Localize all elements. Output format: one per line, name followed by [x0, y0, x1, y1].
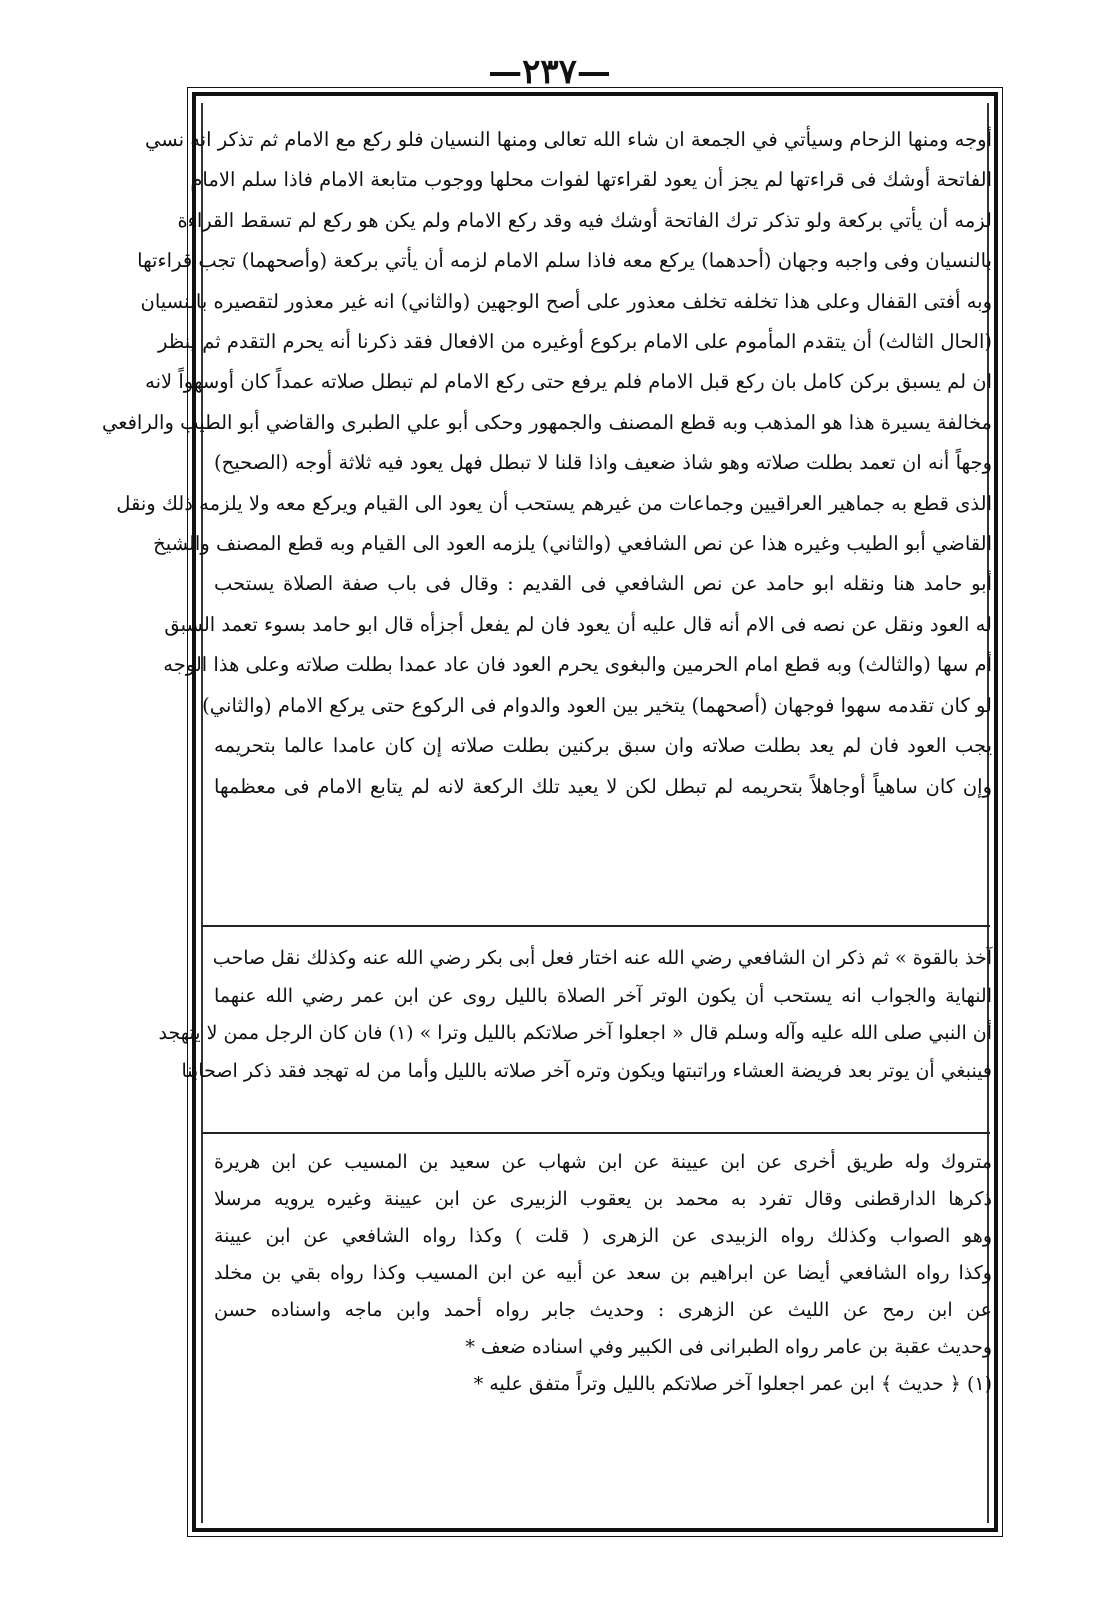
main-text-line: لو كان تقدمه سهوا فوجهان (أصحهما) يتخير بين العود والدوام فى الركوع حتى يركع الامام (والثاني): [202, 693, 992, 717]
notes-text-line: عن ابن رمح عن الليث عن الزهرى : وحديث جابر رواه أحمد وابن ماجه واسناده حسن: [214, 1299, 992, 1321]
main-text-line: له العود ونقل عن نصه فى الام أنه قال عليه أن يعود فان لم يفعل أجزأه قال ابو حامد بسوء تعمد السبق: [164, 612, 992, 636]
commentary-text-block: [158, 940, 992, 1090]
section-divider: [202, 1132, 990, 1134]
main-text-line: أوجه ومنها الزحام وسيأتي في الجمعة ان شاء الله تعالى ومنها النسيان فلو ركع مع الامام ثم تذكر انه نسي: [144, 128, 992, 151]
notes-text-line: وهو الصواب وكذلك رواه الزبيدى عن الزهرى ( قلت ) وكذا رواه الشافعي عن ابن عيينة: [214, 1225, 992, 1247]
main-text-block: [101, 120, 992, 807]
commentary-text-line: النهاية والجواب انه يستحب أن يكون الوتر آخر الصلاة بالليل روى عن ابن عمر رضي الله عنهما: [214, 984, 992, 1007]
main-text-line: مخالفة يسيرة هذا هو المذهب وبه قطع المصنف والجمهور وحكى أبو علي الطبرى والقاضي أبو الطيب والرافعي: [101, 410, 992, 434]
main-text-line: الذى قطع به جماهير العراقيين وجماعات من غيرهم يستحب أن يعود الى القيام ويركع معه ولا يلزمه ذلك ونقل: [116, 491, 992, 515]
notes-text-line: ذكرها الدارقطنى وقال تفرد به محمد بن يعقوب الزبيرى عن ابن عيينة وغيره يرويه مرسلا: [214, 1188, 992, 1210]
page-number: —٢٣٧—: [488, 52, 611, 92]
main-text-line: أبو حامد هنا ونقله ابو حامد عن نص الشافعي فى القديم : وقال فى باب صفة الصلاة يستحب: [214, 572, 992, 596]
main-text-line: وبه أفتى القفال وعلى هذا تخلفه تخلف معذور على أصح الوجهين (والثاني) انه غير معذور لتقصيره بالنسيان: [140, 289, 992, 313]
commentary-text-line: فينبغي أن يوتر بعد فريضة العشاء وراتبتها ويكون وتره آخر صلاته بالليل وأما من له تهجد فقد ذكر اصحابنا: [181, 1059, 992, 1082]
main-text-line: القاضي أبو الطيب وغيره هذا عن نص الشافعي (والثاني) يلزمه العود الى القيام وبه قطع المصنف والشيخ: [153, 532, 992, 556]
main-text-line: وإن كان ساهياً أوجاهلاً بتحريمه لم تبطل لكن لا يعيد تلك الركعة لانه لم يتابع الامام فى معظمها: [214, 774, 992, 798]
commentary-text-line: أن النبي صلى الله عليه وآله وسلم قال « اجعلوا آخر صلاتكم بالليل وترا » (١) فان كان الرجل ممن لا يتهجد: [158, 1022, 992, 1044]
notes-text-block: [214, 1144, 992, 1403]
main-text-line: لزمه أن يأتي بركعة ولو تذكر ترك الفاتحة أوشك فيه وقد ركع الامام ولم يكن هو ركع لم تسقط القراءة: [177, 208, 992, 232]
main-text-line: الفاتحة أوشك فى قراءتها لم يجز أن يعود لقراءتها لفوات محلها ووجوب متابعة الامام فاذا سلم الامام: [190, 168, 992, 192]
main-text-line: ان لم يسبق بركن كامل بان ركع قبل الامام فلم يرفع حتى ركع الامام لم تبطل صلاته عمداً كان أوسهواً لانه: [145, 370, 992, 394]
main-text-line: يجب العود فان لم يعد بطلت صلاته وان سبق بركنين بطلت صلاته إن كان عامدا عالما بتحريمه: [214, 734, 992, 758]
main-text-line: وجهاً أنه ان تعمد بطلت صلاته وهو شاذ ضعيف واذا قلنا لا تبطل فهل يعود فيه ثلاثة أوجه (الصحيح): [214, 451, 992, 475]
commentary-text-line: آخذ بالقوة » ثم ذكر ان الشافعي رضي الله عنه اختار فعل أبى بكر رضي الله عنه وكذلك نقل صاحب: [212, 947, 992, 969]
notes-text-line: وحديث عقبة بن عامر رواه الطبرانى فى الكبير وفي اسناده ضعف *: [465, 1336, 992, 1358]
footnote-line: (١) ﴿ حديث ﴾ ابن عمر اجعلوا آخر صلاتكم بالليل وتراً متفق عليه *: [473, 1373, 992, 1395]
main-text-line: (الحال الثالث) أن يتقدم المأموم على الامام بركوع أوغيره من الافعال فقد ذكرنا أنه يحرم التقدم ثم ينظر: [158, 330, 992, 354]
notes-text-line: متروك وله طريق أخرى عن ابن عيينة عن ابن شهاب عن سعيد بن المسيب عن ابن هريرة: [214, 1151, 992, 1173]
section-divider: [202, 925, 990, 927]
main-text-line: أم سها (والثالث) وبه قطع امام الحرمين والبغوى يحرم العود فان عاد عمدا بطلت صلاته وعلى هذا الوجه: [163, 653, 992, 677]
main-text-line: بالنسيان وفى واجبه وجهان (أحدهما) يركع معه فاذا سلم الامام لزمه أن يأتي بركعة (وأصحهما) تجب قراءتها: [137, 249, 992, 273]
notes-text-line: وكذا رواه الشافعي أيضا عن ابراهيم بن سعد عن أبيه عن ابن المسيب وكذا رواه بقي بن مخلد: [214, 1262, 992, 1284]
